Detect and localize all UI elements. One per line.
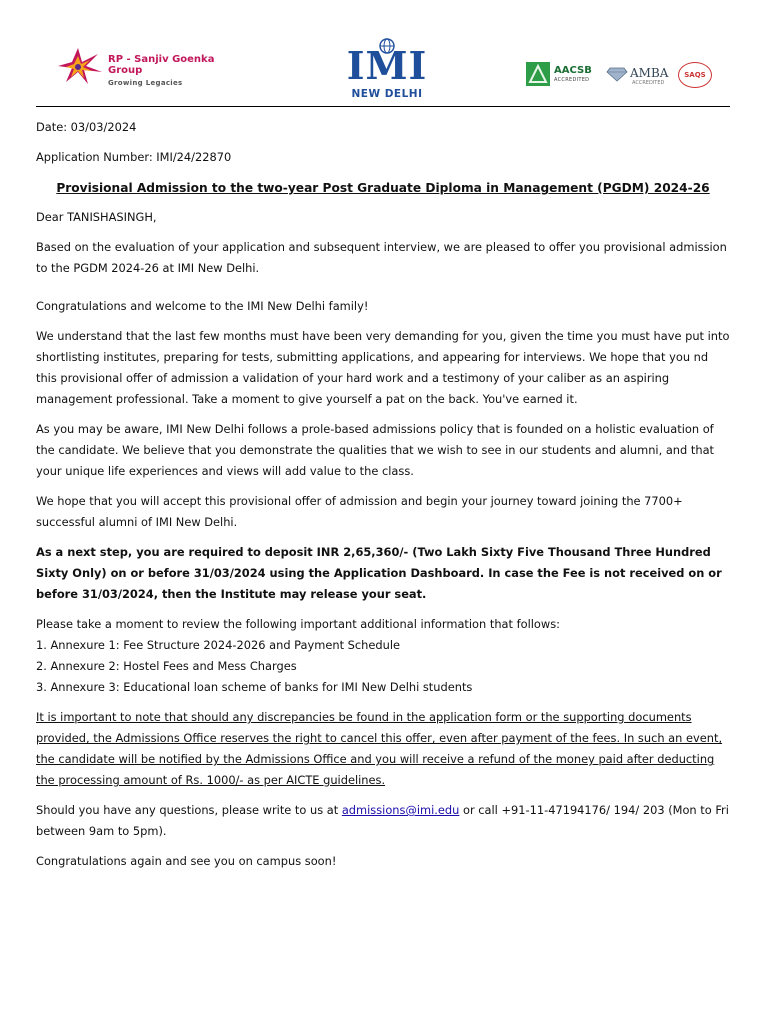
group-tagline: Growing Legacies <box>108 79 183 87</box>
contact-suffix: or call +91-11-47194176/ 194/ 203 (Mon to Fri between 9am to 5pm). <box>36 803 729 838</box>
letter-body <box>36 117 730 872</box>
aacsb-sub-label: ACCREDITED <box>554 77 590 83</box>
institute-logo-text: IMI <box>346 43 428 88</box>
contact-prefix: Should you have any questions, please write to us at <box>36 803 342 817</box>
paragraph-accept: We hope that you will accept this provisional offer of admission and begin your journey toward joining the 7700+ successful alumni of IMI New Delhi. <box>36 494 683 529</box>
paragraph-discrepancy-notice: It is important to note that should any discrepancies be found in the application form or the supporting documents provided, the Admissions Office reserves the right to cancel this offer, even after payment of the fees. In such an event, the candidate will be notified by the Admissions Office and you will receive a refund of the money paid after deducting the processing amount of Rs. 1000/- as per AICTE guidelines. <box>36 710 723 787</box>
letter-date: Date: 03/03/2024 <box>36 120 137 134</box>
imi-new-delhi-logo <box>345 38 429 104</box>
paragraph-offer: Based on the evaluation of your application and subsequent interview, we are pleased to offer you provisional admission to the PGDM 2024-26 at IMI New Delhi. <box>36 240 727 275</box>
group-name: RP - Sanjiv Goenka Group <box>108 54 215 76</box>
letter-header <box>0 0 768 110</box>
rp-sanjiv-goenka-logo <box>58 46 218 92</box>
paragraph-welcome: Congratulations and welcome to the IMI New Delhi family! <box>36 299 369 313</box>
paragraph-contact <box>36 800 730 842</box>
letter-title: Provisional Admission to the two-year Post Graduate Diploma in Management (PGDM) 2024-26 <box>56 181 710 195</box>
paragraph-fee-deposit: As a next step, you are required to deposit INR 2,65,360/- (Two Lakh Sixty Five Thousand Three Hundred Sixty Only) on or before 31/03/2024 using the Application Dashboard. In case the Fee is not received on or before 31/03/2024, then the Institute may release your seat. <box>36 545 722 601</box>
closing-line: Congratulations again and see you on campus soon! <box>36 854 337 868</box>
paragraph-demanding: We understand that the last few months must have been very demanding for you, given the time you must have put into shortlisting institutes, preparing for tests, submitting applications, and appearing for interviews. We hope that you nd this provisional offer of admission a validation of your hard work and a testimony of your caliber as an aspiring management professional. Take a moment to give yourself a pat on the back. You've earned it. <box>36 329 730 406</box>
salutation: Dear TANISHASINGH, <box>36 210 157 224</box>
header-divider <box>36 106 730 107</box>
annexure-item: 2. Annexure 2: Hostel Fees and Mess Charges <box>36 659 297 673</box>
rp-star-icon <box>58 46 104 86</box>
annexure-item: 3. Annexure 3: Educational loan scheme of banks for IMI New Delhi students <box>36 680 473 694</box>
review-intro: Please take a moment to review the following important additional information that follows: <box>36 617 560 631</box>
aacsb-icon <box>526 62 550 86</box>
accreditation-logos <box>526 62 712 88</box>
amba-sub-label: ACCREDITED <box>632 80 665 86</box>
amba-gem-icon <box>606 66 628 82</box>
application-number: Application Number: IMI/24/22870 <box>36 150 232 164</box>
aacsb-label: AACSB <box>554 65 592 76</box>
amba-label: AMBA <box>630 66 669 80</box>
contact-email-link[interactable]: admissions@imi.edu <box>341 803 460 817</box>
annexure-item: 1. Annexure 1: Fee Structure 2024-2026 and Payment Schedule <box>36 638 401 652</box>
annexure-section <box>36 614 730 698</box>
paragraph-policy: As you may be aware, IMI New Delhi follows a prole-based admissions policy that is founded on a holistic evaluation of the candidate. We believe that you demonstrate the qualities that we wish to see in our students and alumni, and that your unique life experiences and views will add value to the class. <box>36 422 715 478</box>
saqs-logo: SAQS <box>678 62 712 88</box>
institute-location: NEW DELHI <box>351 88 423 100</box>
